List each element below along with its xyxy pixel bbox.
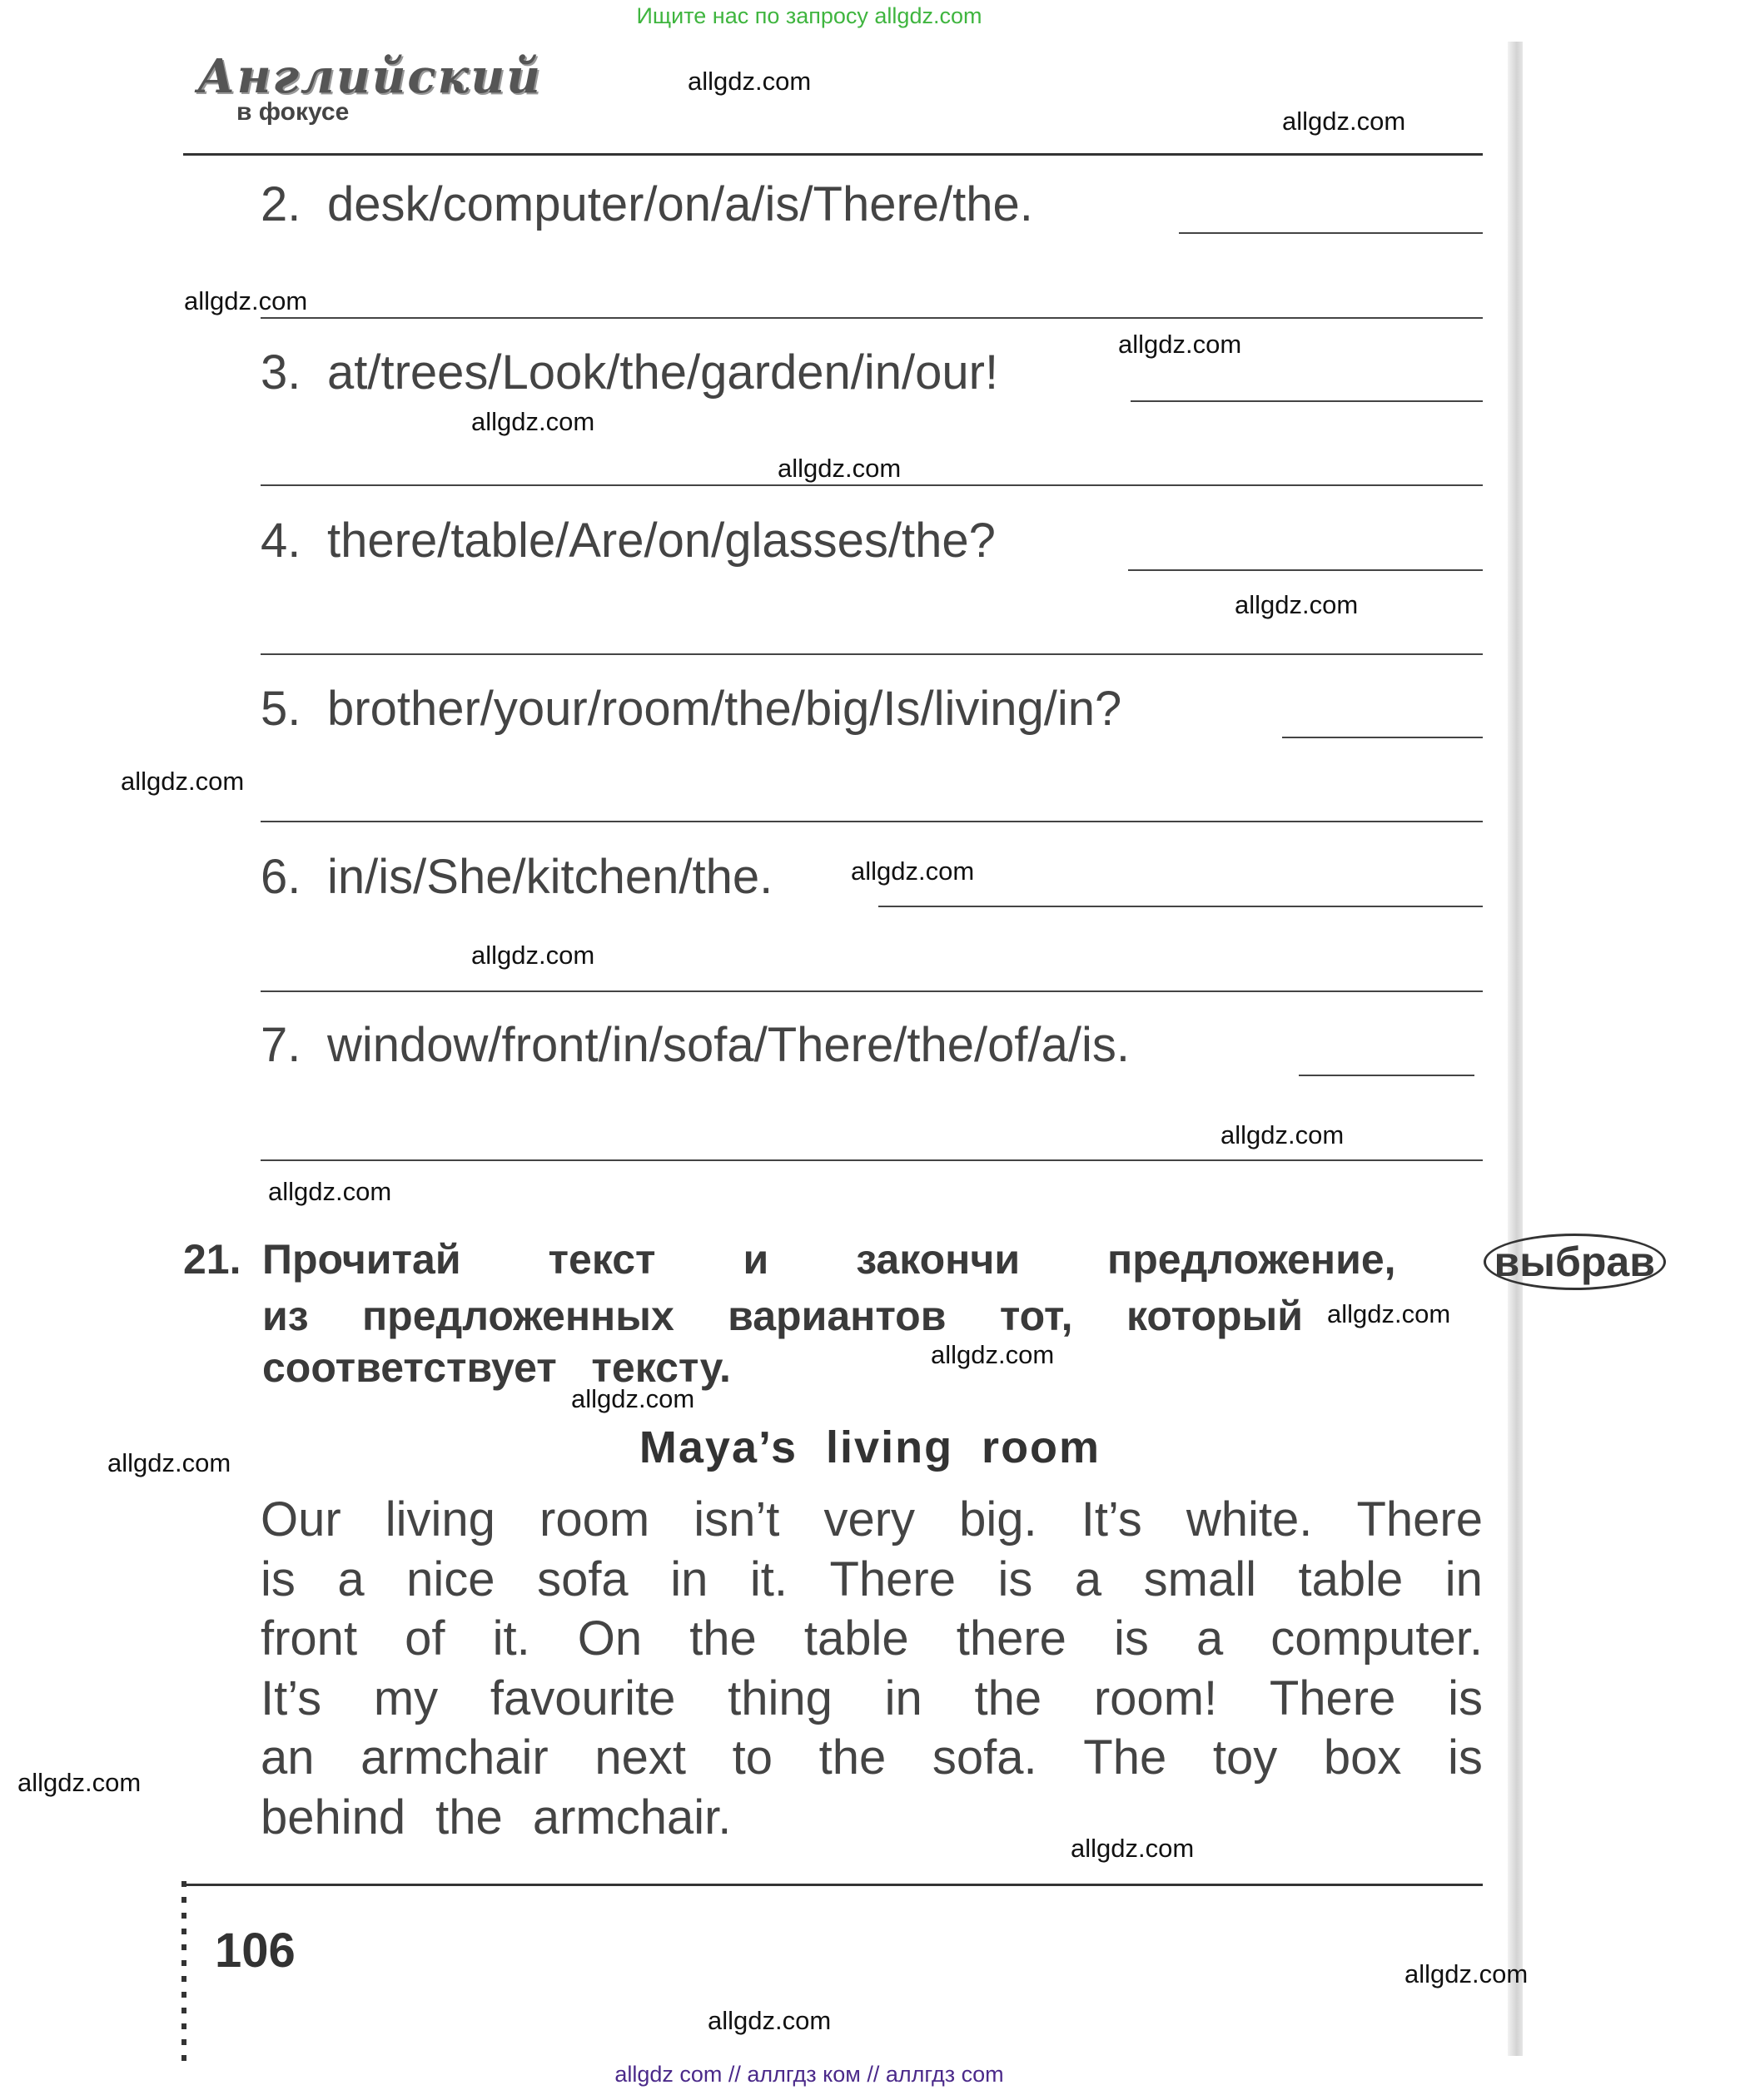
answer-line[interactable] [261, 1159, 1483, 1161]
watermark: allgdz.com [471, 407, 595, 436]
answer-line[interactable] [1179, 232, 1483, 234]
book-logo [197, 49, 542, 127]
answer-line[interactable] [1128, 569, 1483, 571]
watermark: allgdz.com [851, 856, 975, 886]
watermark: allgdz.com [107, 1448, 231, 1477]
story-line: is a nice sofa in it. There is a small table in [261, 1551, 1483, 1606]
story-line: an armchair next to the sofa. The toy box is [261, 1730, 1483, 1785]
answer-line[interactable] [1131, 400, 1483, 402]
story-text [261, 1490, 1483, 1847]
watermark: allgdz.com [1327, 1299, 1451, 1328]
watermark: allgdz.com [571, 1384, 695, 1413]
page-number: 106 [215, 1924, 296, 1978]
logo-subtitle: в фокусе [236, 98, 350, 126]
footer-rule [183, 1884, 1483, 1886]
watermark: allgdz.com [1404, 1959, 1529, 1988]
story-line: front of it. On the table there is a computer. [261, 1611, 1483, 1666]
watermark: allgdz.com [184, 286, 308, 315]
answer-line[interactable] [261, 821, 1483, 822]
bottom-banner[interactable]: allgdz com // аллгдз ком // аллгдз com [614, 2062, 1004, 2087]
watermark: allgdz.com [17, 1768, 142, 1797]
answer-line[interactable] [261, 990, 1483, 992]
watermark: allgdz.com [121, 767, 245, 796]
circled-word: выбрав [1484, 1234, 1666, 1290]
watermark: allgdz.com [1235, 590, 1359, 619]
top-banner[interactable]: Ищите нас по запросу allgdz.com [636, 3, 982, 28]
exercise-item-3: 3. at/trees/Look/the/garden/in/our! [261, 345, 999, 400]
story-line: It’s my favourite thing in the room! There is [261, 1671, 1483, 1725]
watermark: allgdz.com [1220, 1120, 1345, 1149]
exercise-item-6: 6. in/is/She/kitchen/the. [261, 850, 773, 904]
page-edge [1508, 42, 1523, 2056]
exercise-item-2: 2. desk/computer/on/a/is/There/the. [261, 177, 1033, 231]
exercise-item-4: 4. there/table/Are/on/glasses/the? [261, 514, 996, 568]
watermark: allgdz.com [1071, 1834, 1195, 1863]
watermark: allgdz.com [268, 1177, 392, 1206]
task-instructions: Прочитай текст и закончи предложение, выбрав из предложенных вариантов тот, который соответствует тексту. [262, 1234, 1669, 1393]
answer-line[interactable] [261, 484, 1483, 486]
watermark: allgdz.com [1282, 107, 1406, 136]
watermark: allgdz.com [471, 941, 595, 970]
story-line: behind the armchair. [261, 1790, 732, 1844]
answer-line[interactable] [878, 906, 1483, 907]
exercise-item-5: 5. brother/your/room/the/big/Is/living/in? [261, 682, 1122, 736]
answer-line[interactable] [1299, 1075, 1474, 1076]
task-number: 21. [183, 1236, 241, 1283]
answer-line[interactable] [261, 653, 1483, 655]
watermark: allgdz.com [688, 67, 812, 96]
watermark: allgdz.com [931, 1340, 1055, 1369]
watermark: allgdz.com [778, 454, 902, 483]
story-title: Maya’s living room [639, 1422, 1101, 1472]
watermark: allgdz.com [708, 2006, 832, 2035]
answer-line[interactable] [261, 317, 1483, 319]
header-rule [183, 153, 1483, 156]
logo-title: Английский [197, 49, 542, 104]
exercise-item-7: 7. window/front/in/sofa/There/the/of/a/is. [261, 1018, 1130, 1072]
watermark: allgdz.com [1118, 330, 1242, 359]
dotted-margin [181, 1881, 186, 2064]
answer-line[interactable] [1282, 737, 1483, 738]
story-line: Our living room isn’t very big. It’s white. There [261, 1492, 1483, 1546]
